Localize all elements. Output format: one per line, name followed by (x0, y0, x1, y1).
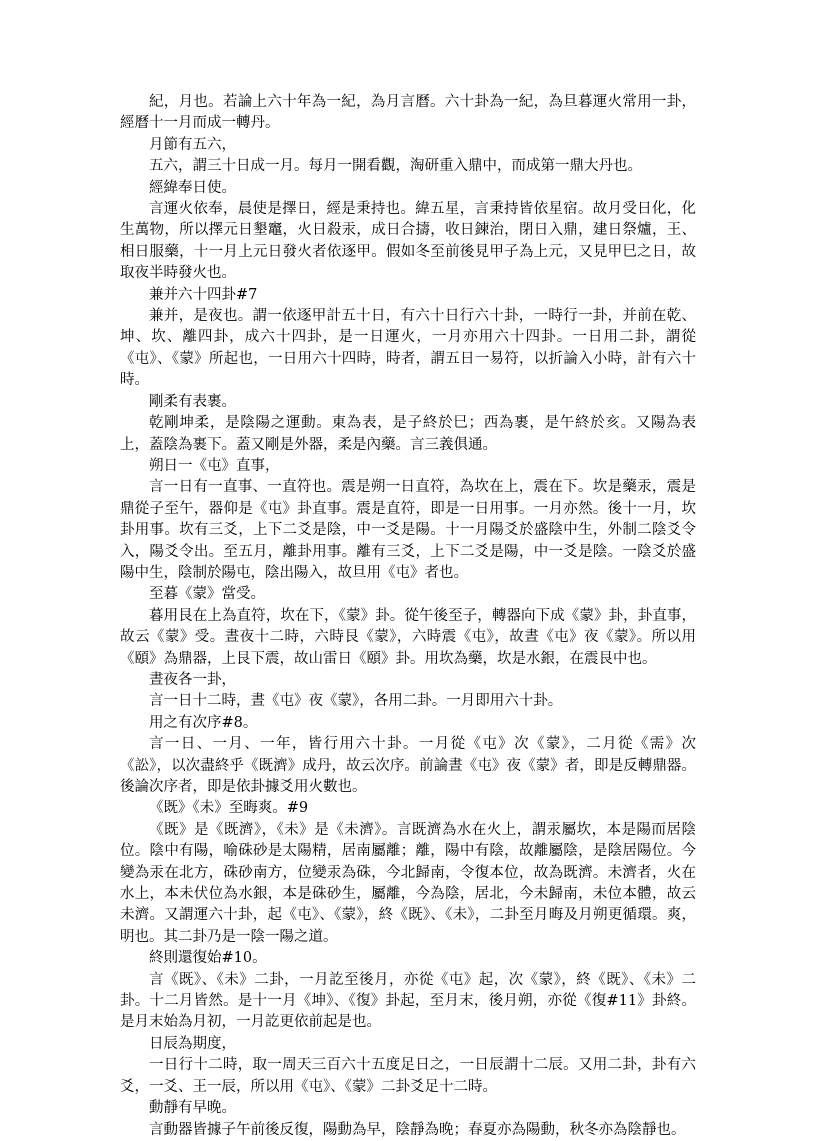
verse-line: 朔日一《屯》直事， (149, 457, 280, 474)
text-paragraph: 言一日、一月、一年，皆行用六十卦。一月從《屯》次《蒙》，二月從《需》次《訟》，以次盡終乎《既濟》成丹，故云次序。前論晝《屯》夜《蒙》者，即是反轉鼎器。後論次序者，即是依卦據爻用火數也。 (120, 736, 696, 795)
text-paragraph: 五六，謂三十日成一月。每月一開看觀，淘研重入鼎中，而成第一鼎大丹也。 (149, 158, 642, 175)
verse-line: 動靜有早晚。 (149, 1100, 236, 1117)
text-paragraph: 言動器皆據子午前後反復，陽動為早，陰靜為晚；春夏亦為陽動，秋冬亦為陰靜也。 (149, 1121, 686, 1138)
text-paragraph: 言《既》、《未》二卦，一月訖至後月，亦從《屯》起，次《蒙》，終《既》、《未》二卦。十二月皆然。是十一月《坤》、《復》卦起，至月末，後月朔，亦從《復#11》卦終。是月末始為月初，一月訖更依前起是也。 (120, 971, 696, 1031)
text-paragraph: 言運火依奉，晨使是擇日，經是秉持也。緯五星，言秉持皆依星宿。故月受日化，化生萬物，所以擇元日墾竈，火日殺汞，成日合擣，收日鍊治，閉日入鼎，建日祭爐，王、相日服藥，十一月上元日發火者依逐甲。假如冬至前後見甲子為上元，又見甲巳之日，故取夜半時發火也。 (120, 201, 696, 282)
text-paragraph: 紀，月也。若論上六十年為一紀，為月言曆。六十卦為一紀，為旦暮運火常用一卦，經曆十一月而成一轉丹。 (120, 94, 696, 132)
text-paragraph: 暮用艮在上為直符，坎在下，《蒙》卦。從午後至子，轉器向下成《蒙》卦，卦直事，故云《蒙》受。晝夜十二時，六時艮《蒙》，六時震《屯》，故晝《屯》夜《蒙》。所以用《頤》為鼎器，上艮下震，故山雷日《頤》卦。用坎為藥，坎是水銀，在震艮中也。 (120, 607, 696, 667)
verse-line: 日辰為期度， (149, 1035, 236, 1052)
verse-line: 終則還復始#10。 (149, 950, 267, 967)
text-paragraph: 言一日十二時，晝《屯》夜《蒙》，各用二卦。一月即用六十卦。 (149, 693, 563, 710)
verse-line: 月節有五六， (149, 136, 236, 153)
verse-line: 經緯奉日使。 (149, 179, 236, 196)
document-body (120, 92, 696, 1141)
text-paragraph: 兼并，是夜也。謂一依逐甲計五十日，有六十日行六十卦，一時行一卦，并前在乾、坤、坎、離四卦，成六十四卦，是一日運火，一月亦用六十四卦。一日用二卦，謂從《屯》、《蒙》所起也，一日用六十四時，時者，謂五日一易符，以折論入小時，計有六十時。 (120, 308, 696, 389)
text-paragraph: 言一日有一直事、一直符也。震是朔一日直符，為坎在上，震在下。坎是藥汞，震是鼎從子至午，器仰是《屯》卦直事。震是直符，即是一日用事。一月亦然。後十一月，坎卦用事。坎有三爻，上下二爻是陰，中一爻是陽。十一月陽爻於盛陰中生，外制二陰爻令入，陽爻令出。至五月，離卦用事。離有三爻，上下二爻是陽，中一爻是陰。一陰爻於盛陽中生，陰制於陽屯，陰出陽入，故旦用《屯》者也。 (120, 479, 696, 581)
verse-line: 《既》《未》至晦爽。#9 (149, 800, 309, 817)
text-paragraph: 乾剛坤柔，是陰陽之運動。東為表，是子終於巳；西為裹，是午終於亥。又陽為表上，蓋陰為裹下。蓋又剛是外器，柔是內藥。言三義俱通。 (120, 415, 696, 453)
verse-line: 至暮《蒙》當受。 (149, 586, 265, 603)
verse-line: 兼并六十四卦#7 (149, 286, 258, 303)
text-paragraph: 《既》是《既濟》，《未》是《未濟》。言既濟為水在火上，謂汞屬坎，本是陽而居陰位。陰中有陽，喻硃砂是太陽精，居南屬離；離，陽中有陰，故離屬陰，是陰居陽位。今變為汞在北方，硃砂南方，位變汞為硃，今北歸南，令復本位，故為既濟。未濟者，火在水上，本未伏位為水銀，本是硃砂生，屬離，今為陰，居北，今未歸南，未位本體，故云未濟。又謂運六十卦，起《屯》、《蒙》，終《既》、《未》，二卦至月晦及月朔更循環。爽，明也。其二卦乃是一陰一陽之道。 (120, 821, 696, 945)
verse-line: 剛柔有表裹。 (149, 393, 236, 410)
verse-line: 用之有次序#8。 (149, 714, 258, 731)
text-paragraph: 一日行十二時，取一周天三百六十五度足日之，一日辰謂十二辰。又用二卦，卦有六爻，一爻、王一辰，所以用《屯》、《蒙》二卦爻足十二時。 (120, 1057, 696, 1095)
verse-line: 晝夜各一卦， (149, 671, 236, 688)
